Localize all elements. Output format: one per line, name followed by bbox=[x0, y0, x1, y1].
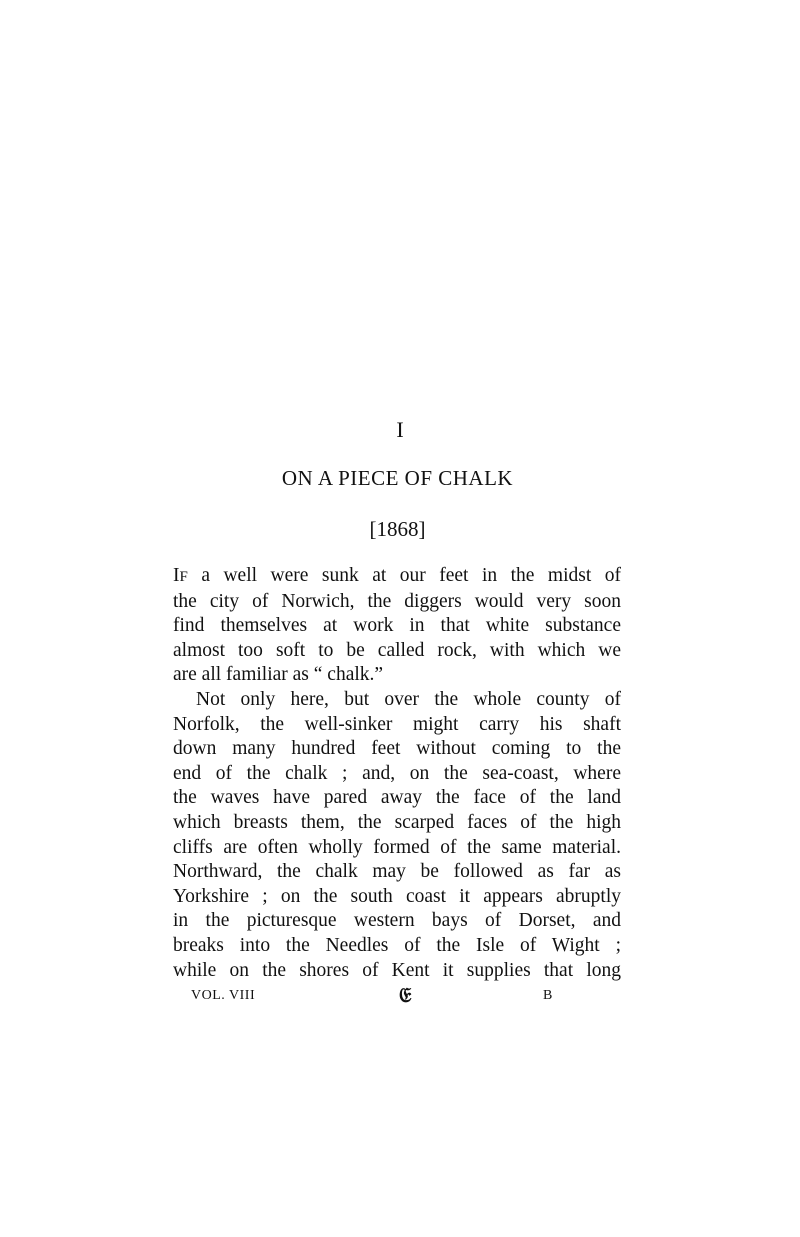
text-line: the waves have pared away the face of the land bbox=[173, 787, 621, 809]
text-line: cliffs are often wholly formed of the same material. bbox=[173, 836, 621, 858]
text-line: end of the chalk ; and, on the sea-coast, where bbox=[173, 762, 621, 784]
text-line: find themselves at work in that white substance bbox=[173, 615, 621, 637]
text-line: Not only here, but over the whole county of bbox=[196, 688, 621, 710]
text-line: down many hundred feet without coming to the bbox=[173, 738, 621, 760]
text-line: in the picturesque western bays of Dorset, and bbox=[173, 910, 621, 932]
text-line: almost too soft to be called rock, with which we bbox=[173, 639, 621, 661]
chapter-number: I bbox=[396, 417, 404, 442]
text-line: Northward, the chalk may be followed as far as bbox=[173, 861, 621, 883]
text-line: while on the shores of Kent it supplies that long bbox=[173, 959, 621, 981]
chapter-title: ON A PIECE OF CHALK bbox=[281, 466, 514, 490]
text-line: Norfolk, the well-sinker might carry his shaft bbox=[173, 713, 621, 735]
body-text bbox=[173, 564, 621, 983]
text-line: which breasts them, the scarped faces of the high bbox=[173, 811, 621, 833]
text-line: are all familiar as “ chalk.” bbox=[173, 664, 384, 686]
printer-mark: 𝔈 bbox=[399, 985, 412, 1007]
text-line: Yorkshire ; on the south coast it appears abruptly bbox=[173, 885, 621, 907]
volume-label: VOL. VIII bbox=[191, 988, 256, 1003]
signature-mark: B bbox=[543, 988, 553, 1003]
drop-cap: I bbox=[173, 565, 180, 586]
text-line: IF a well were sunk at our feet in the midst of bbox=[173, 565, 621, 586]
drop-cap-smallcaps: F bbox=[179, 569, 188, 585]
text-line: breaks into the Needles of the Isle of Wight ; bbox=[173, 934, 621, 956]
text-line: the city of Norwich, the diggers would very soon bbox=[173, 590, 621, 612]
chapter-year: [1868] bbox=[369, 517, 426, 541]
page-footer bbox=[0, 985, 800, 1012]
